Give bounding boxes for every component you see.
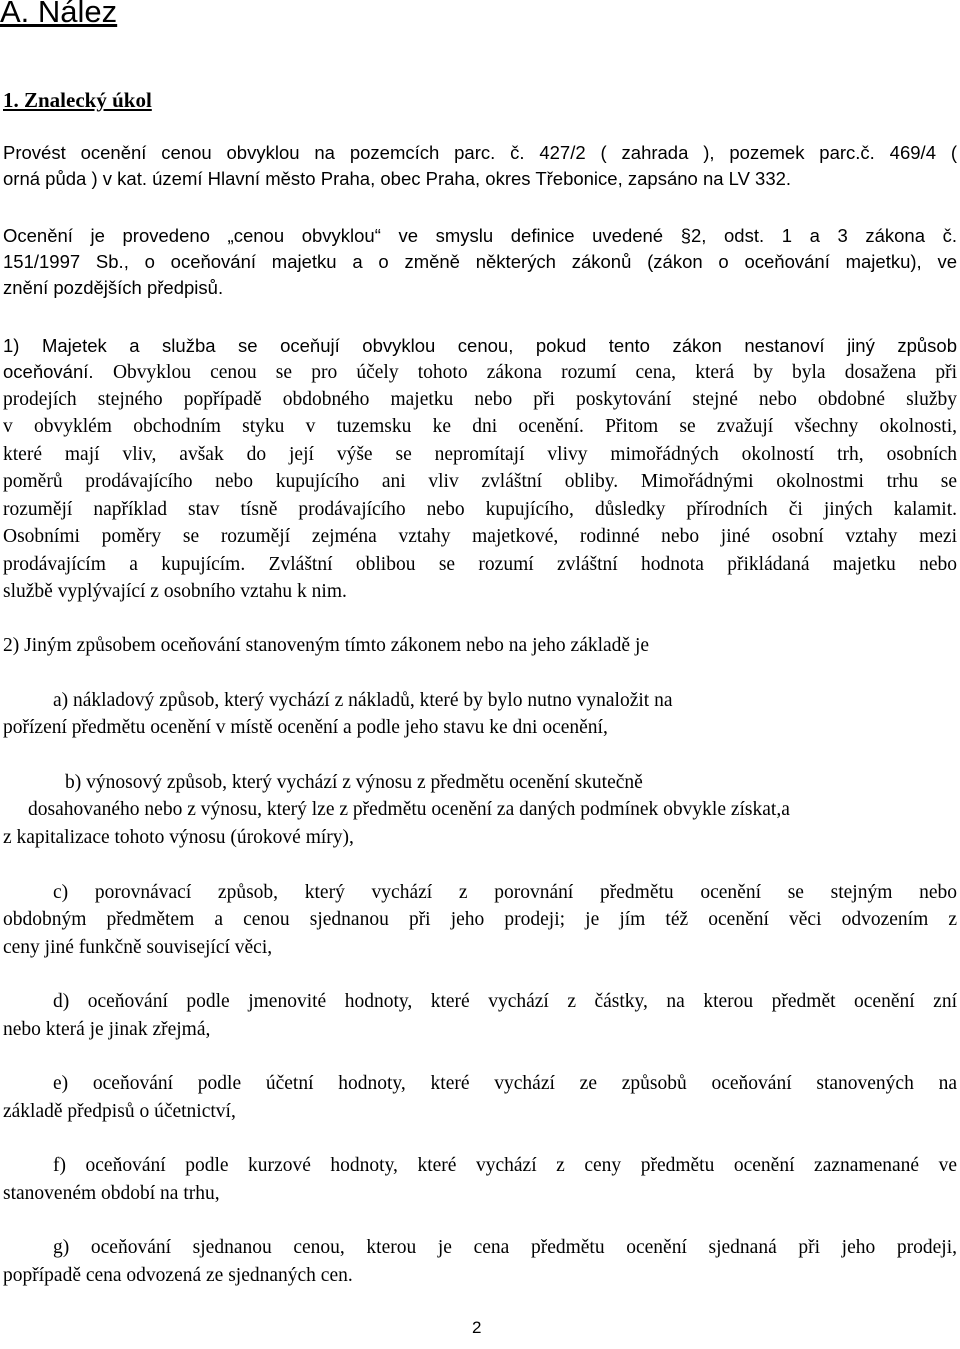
text-line: stanoveném období na trhu, bbox=[3, 1183, 220, 1204]
text-line-part: Obvyklou cenou se pro účely tohoto zákona rozumí cena, která by byla dosažena při bbox=[112, 362, 957, 383]
section-heading: A. Nález bbox=[0, 0, 118, 29]
text-line: rozumějí například stav tísně prodávajícího nebo kupujícího, důsledky přírodních či jiných kalamit. bbox=[3, 499, 957, 520]
text-line: základě předpisů o účetnictví, bbox=[3, 1101, 236, 1122]
text-line: které mají vliv, avšak do její výše se nepromítají vlivy mimořádných okolností trh, osobních bbox=[3, 444, 957, 465]
text-line: popřípadě cena odvozená ze sjednaných cen. bbox=[3, 1265, 353, 1286]
text-line: v obvyklém obchodním styku v tuzemsku ke dni ocenění. Přitom se zvažují všechny okolnosti, bbox=[3, 416, 957, 437]
text-line: a) nákladový způsob, který vychází z nákladů, které by bylo nutno vynaložit na bbox=[53, 690, 673, 711]
text-line: z kapitalizace tohoto výnosu (úrokové míry), bbox=[3, 827, 354, 848]
text-line: nebo která je jinak zřejmá, bbox=[3, 1019, 211, 1040]
text-line: znění pozdějších předpisů. bbox=[3, 277, 224, 298]
text-line: Provést ocenění cenou obvyklou na pozemcích parc. č. 427/2 ( zahrada ), pozemek parc.č. 469/4 ( bbox=[3, 142, 957, 163]
text-line: Ocenění je provedeno „cenou obvyklou“ ve smyslu definice uvedené §2, odst. 1 a 3 zákona č. bbox=[3, 225, 957, 246]
text-line: prodejích stejného popřípadě obdobného majetku nebo při poskytování stejné nebo obdobné služby bbox=[3, 389, 957, 410]
text-line: g) oceňování sjednanou cenou, kterou je cena předmětu ocenění sjednaná při jeho prodeji, bbox=[53, 1237, 957, 1258]
page-number: 2 bbox=[472, 1318, 482, 1337]
text-line: prodávajícím a kupujícím. Zvláštní oblibou se rozumí zvláštní hodnota přikládaná majetku nebo bbox=[3, 554, 957, 575]
subsection-heading: 1. Znalecký úkol bbox=[3, 88, 152, 112]
text-line: 2) Jiným způsobem oceňování stanoveným tímto zákonem nebo na jeho základě je bbox=[3, 635, 650, 656]
text-line-part: oceňování. bbox=[3, 361, 113, 382]
text-line: dosahovaného nebo z výnosu, který lze z předmětu ocenění za daných podmínek obvykle získat,a bbox=[28, 799, 790, 820]
text-line: pořízení předmětu ocenění v místě ocenění a podle jeho stavu ke dni ocenění, bbox=[3, 717, 608, 738]
text-line: Osobními poměry se rozumějí zejména vztahy majetkové, rodinné nebo jiné osobní vztahy mezi bbox=[3, 526, 957, 547]
text-line: b) výnosový způsob, který vychází z výnosu z předmětu ocenění skutečně bbox=[65, 772, 643, 793]
text-line: ceny jiné funkčně související věci, bbox=[3, 937, 273, 958]
text-line: e) oceňování podle účetní hodnoty, které vychází ze způsobů oceňování stanovených na bbox=[53, 1073, 957, 1094]
text-line: obdobným předmětem a cenou sjednanou při jeho prodeji; je jím též ocenění věci odvozením z bbox=[3, 909, 957, 930]
text-line: d) oceňování podle jmenovité hodnoty, které vychází z částky, na kterou předmět ocenění zní bbox=[53, 991, 957, 1012]
text-line: orná půda ) v kat. území Hlavní město Praha, obec Praha, okres Třebonice, zapsáno na LV 332. bbox=[3, 168, 792, 189]
text-line: 151/1997 Sb., o oceňování majetku a o změně některých zákonů (zákon o oceňování majetku), ve bbox=[3, 251, 957, 272]
text-line bbox=[3, 359, 957, 385]
text-line: 1) Majetek a služba se oceňují obvyklou cenou, pokud tento zákon nestanoví jiný způsob bbox=[3, 335, 957, 356]
text-line: službě vyplývající z osobního vztahu k nim. bbox=[3, 581, 347, 602]
text-line: poměrů prodávajícího nebo kupujícího ani vliv zvláštní obliby. Mimořádnými okolnostmi trhu se bbox=[3, 471, 957, 492]
text-line: f) oceňování podle kurzové hodnoty, které vychází z ceny předmětu ocenění zaznamenané ve bbox=[53, 1155, 957, 1176]
text-line: c) porovnávací způsob, který vychází z porovnání předmětu ocenění se stejným nebo bbox=[53, 882, 957, 903]
